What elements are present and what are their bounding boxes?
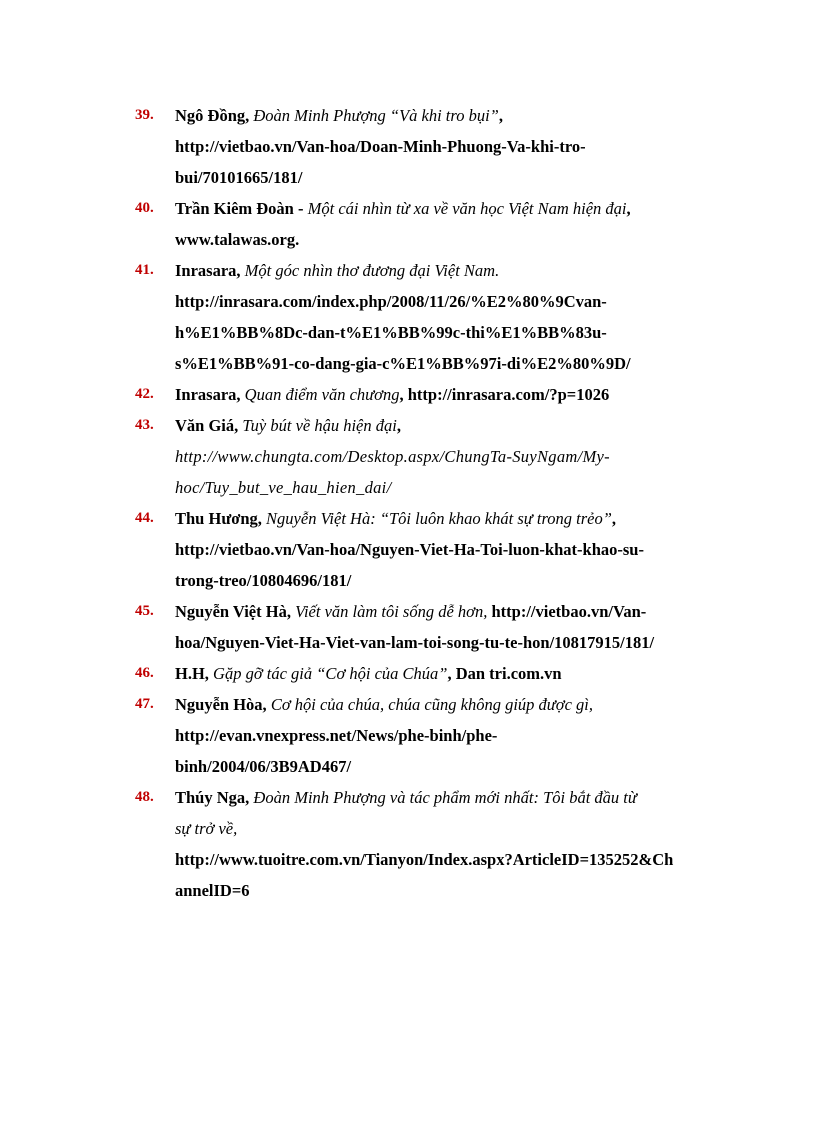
reference-item [135, 782, 725, 906]
reference-number: 42. [135, 386, 154, 402]
reference-number: 46. [135, 665, 154, 681]
reference-body [175, 193, 725, 255]
reference-body [175, 503, 725, 596]
reference-item [135, 100, 725, 193]
reference-punctuation: , [611, 509, 617, 528]
reference-item [135, 689, 725, 782]
reference-author: Trần Kiêm Đoàn - [175, 199, 308, 218]
reference-link[interactable]: hoc/Tuy_but_ve_hau_hien_dai/ [175, 478, 392, 497]
reference-number: 40. [135, 200, 154, 216]
reference-author: Thu Hương, [175, 509, 267, 528]
reference-number: 44. [135, 510, 154, 526]
reference-item [135, 255, 725, 379]
reference-link[interactable]: http://vietbao.vn/Van-hoa/Doan-Minh-Phuong-Va-khi-tro- [175, 137, 586, 156]
reference-title: Đoàn Minh Phượng và tác phẩm mới nhất: Tôi bắt đầu từ [253, 788, 637, 807]
reference-title: Gặp gỡ tác giả “Cơ hội của Chúa” [213, 664, 448, 683]
reference-link[interactable]: http://vietbao.vn/Van- [487, 602, 647, 621]
reference-link[interactable]: s%E1%BB%91-co-dang-gia-c%E1%BB%97i-di%E2%80%9D/ [175, 354, 631, 373]
reference-author: H.H, [175, 664, 214, 683]
reference-item [135, 193, 725, 255]
reference-link[interactable]: annelID=6 [175, 881, 250, 900]
reference-author: Thúy Nga, [175, 788, 254, 807]
reference-title: Viết văn làm tôi sống dễ hơn, [295, 602, 488, 621]
reference-link[interactable]: trong-treo/10804696/181/ [175, 571, 352, 590]
reference-number: 41. [135, 262, 154, 278]
reference-number: 43. [135, 417, 154, 433]
reference-title: Quan điểm văn chương [244, 385, 400, 404]
reference-title: Một góc nhìn thơ đương đại Việt Nam. [244, 261, 500, 280]
reference-body [175, 379, 725, 410]
reference-body [175, 689, 725, 782]
reference-punctuation: , [626, 199, 631, 218]
reference-title: Một cái nhìn từ xa về văn học Việt Nam hiện đại [307, 199, 627, 218]
reference-title: Cơ hội của chúa, chúa cũng không giúp được gì, [270, 695, 593, 714]
reference-body [175, 255, 725, 379]
reference-author: Inrasara, [175, 385, 245, 404]
reference-list [135, 100, 725, 906]
reference-body [175, 782, 725, 906]
reference-link[interactable]: http://vietbao.vn/Van-hoa/Nguyen-Viet-Ha-Toi-luon-khat-khao-su- [175, 540, 644, 559]
reference-item [135, 503, 725, 596]
reference-link[interactable]: bui/70101665/181/ [175, 168, 303, 187]
reference-link[interactable]: www.talawas.org. [175, 230, 300, 249]
reference-link[interactable]: hoa/Nguyen-Viet-Ha-Viet-van-lam-toi-song-tu-te-hon/10817915/181/ [175, 633, 655, 652]
reference-number: 45. [135, 603, 154, 619]
reference-item [135, 658, 725, 689]
reference-link[interactable]: http://evan.vnexpress.net/News/phe-binh/phe- [175, 726, 498, 745]
reference-link[interactable]: , http://inrasara.com/?p=1026 [399, 385, 610, 404]
reference-title: Tuỳ bút về hậu hiện đại [242, 416, 397, 435]
reference-body [175, 596, 725, 658]
reference-punctuation: , [498, 106, 503, 125]
reference-body [175, 410, 725, 503]
reference-item [135, 410, 725, 503]
reference-item [135, 379, 725, 410]
reference-link[interactable]: http://www.tuoitre.com.vn/Tianyon/Index.aspx?ArticleID=135252&Ch [175, 850, 674, 869]
reference-number: 39. [135, 107, 154, 123]
reference-title: sự trở về, [175, 819, 238, 838]
reference-link[interactable]: binh/2004/06/3B9AD467/ [175, 757, 352, 776]
reference-item [135, 596, 725, 658]
reference-link[interactable]: http://www.chungta.com/Desktop.aspx/ChungTa-SuyNgam/My- [175, 447, 610, 466]
reference-author: Văn Giá, [175, 416, 243, 435]
reference-title: Nguyễn Việt Hà: “Tôi luôn khao khát sự trong trẻo” [266, 509, 612, 528]
reference-body [175, 658, 725, 689]
reference-title: Đoàn Minh Phượng “Và khi tro bụi” [253, 106, 499, 125]
reference-link[interactable]: h%E1%BB%8Dc-dan-t%E1%BB%99c-thi%E1%BB%83u- [175, 323, 607, 342]
reference-body [175, 100, 725, 193]
reference-punctuation: , [396, 416, 401, 435]
reference-author: Ngô Đồng, [175, 106, 254, 125]
reference-link[interactable]: http://inrasara.com/index.php/2008/11/26/%E2%80%9Cvan- [175, 292, 607, 311]
reference-number: 47. [135, 696, 154, 712]
reference-author: Inrasara, [175, 261, 245, 280]
reference-number: 48. [135, 789, 154, 805]
reference-author: Nguyễn Việt Hà, [175, 602, 296, 621]
reference-source: , Dan tri.com.vn [447, 664, 562, 683]
reference-author: Nguyễn Hòa, [175, 695, 271, 714]
